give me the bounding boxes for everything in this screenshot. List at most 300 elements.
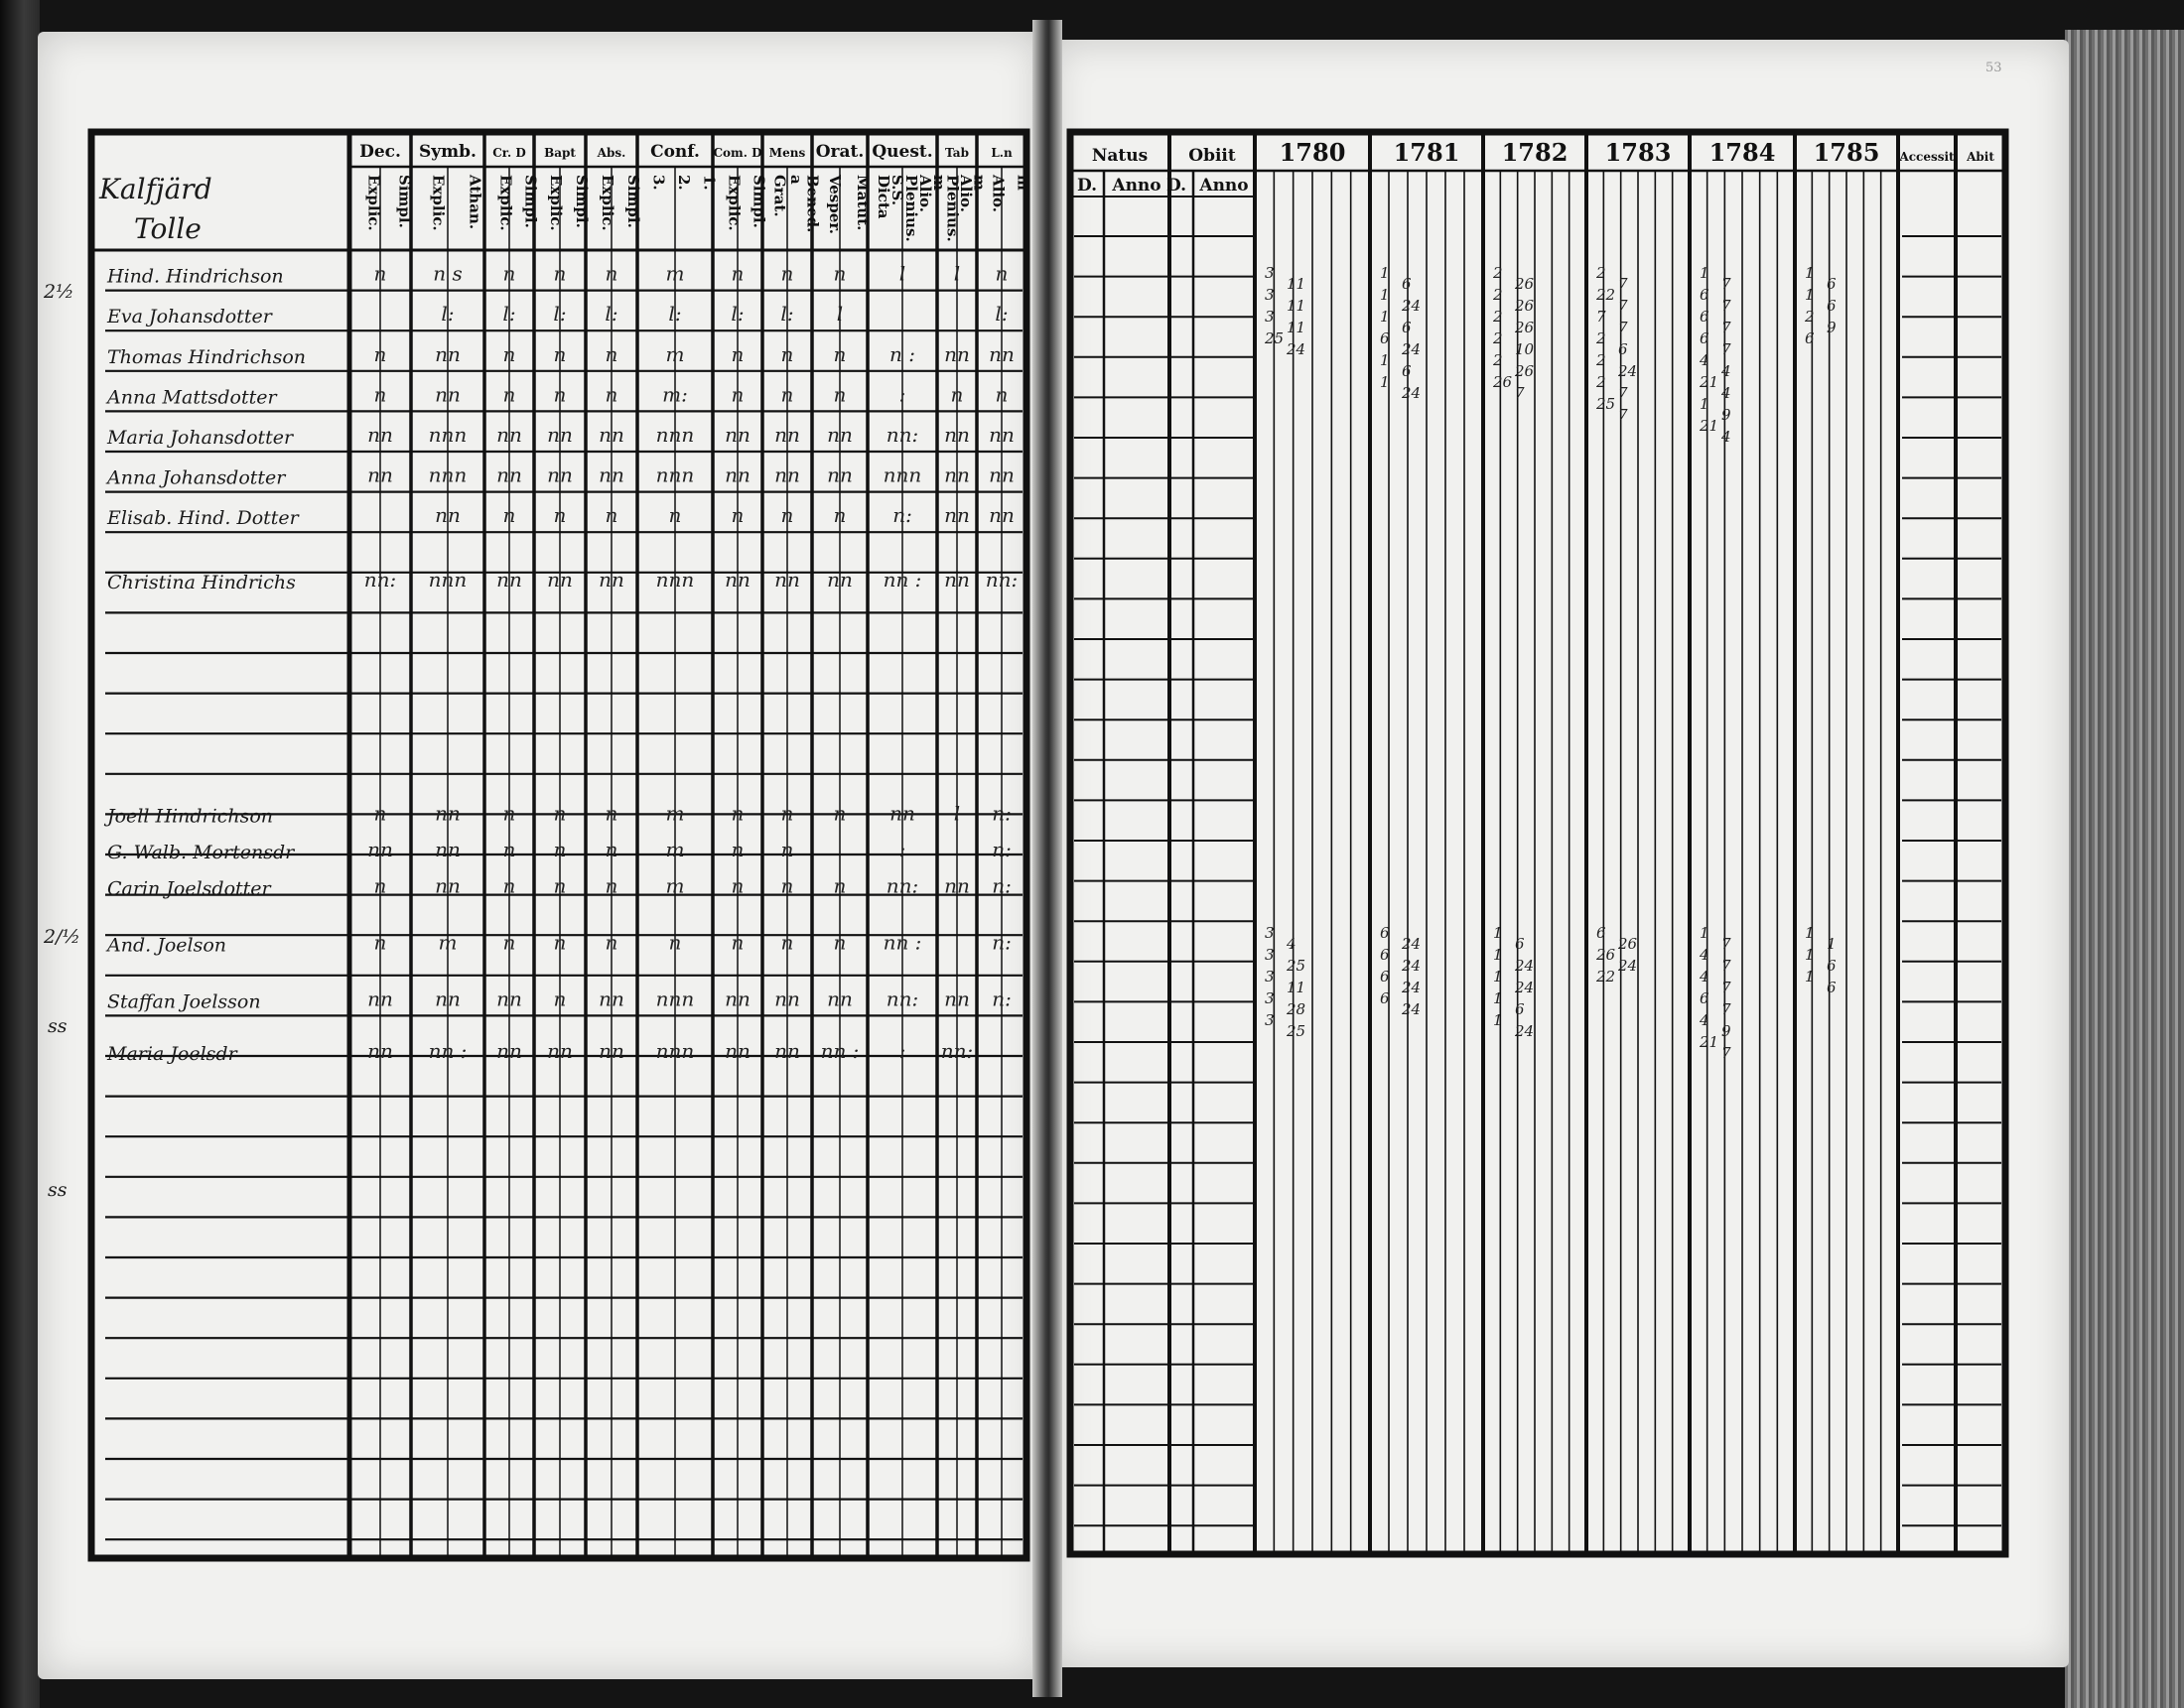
year-entry: 7 <box>1618 275 1628 293</box>
exam-mark: n <box>780 873 794 898</box>
right-column-header: Obiit <box>1188 146 1236 166</box>
left-column-subheader: Alio. <box>916 175 934 212</box>
person-name: G. Walb. Mortensdr <box>107 842 295 864</box>
exam-mark: n <box>833 801 847 826</box>
year-entry: 6 <box>1515 935 1525 953</box>
exam-mark: m <box>665 801 685 826</box>
year-entry: 26 <box>1515 362 1535 380</box>
person-name: Staffan Joelsson <box>107 990 261 1013</box>
year-entry: 2 <box>1805 308 1815 326</box>
exam-mark: n <box>502 382 516 407</box>
year-entry: 1 <box>1805 286 1815 304</box>
exam-mark: n <box>780 930 794 955</box>
exam-mark: nn <box>547 568 573 592</box>
exam-mark: nn <box>774 568 800 592</box>
right-column-subheader: D. <box>1165 176 1187 196</box>
year-entry: 7 <box>1596 308 1606 326</box>
year-entry: 22 <box>1596 968 1616 985</box>
exam-mark: n <box>833 261 847 286</box>
exam-mark: nn <box>725 986 751 1011</box>
left-column-header: Quest. <box>872 142 933 162</box>
exam-mark: nnn <box>428 568 468 592</box>
year-entry: 6 <box>1515 1000 1525 1018</box>
year-entry: 25 <box>1265 329 1285 347</box>
exam-mark: n: <box>992 873 1012 898</box>
year-entry: 6 <box>1380 968 1390 985</box>
right-table-border <box>1070 132 2005 1554</box>
exam-mark: n <box>502 838 516 862</box>
exam-mark: l <box>953 801 961 826</box>
right-column-header: 1783 <box>1604 138 1672 167</box>
exam-mark: n <box>731 261 745 286</box>
left-column-subheader: Simpl. <box>395 175 414 228</box>
year-entry: 1 <box>1493 946 1503 964</box>
exam-mark: n <box>553 801 567 826</box>
year-entry: 11 <box>1287 275 1306 293</box>
left-column-subheader: m <box>1014 175 1032 191</box>
year-entry: 11 <box>1287 979 1306 996</box>
exam-mark: nn <box>989 423 1015 447</box>
year-entry: 6 <box>1700 329 1709 347</box>
exam-mark: n <box>553 341 567 366</box>
left-column-subheader: Explic. <box>599 175 616 231</box>
year-entry: 4 <box>1700 1011 1709 1029</box>
exam-mark: nn <box>599 568 624 592</box>
year-entry: 26 <box>1618 935 1638 953</box>
year-entry: 4 <box>1700 351 1709 369</box>
year-entry: 26 <box>1515 297 1535 315</box>
exam-mark: nn <box>496 986 522 1011</box>
exam-mark: nn <box>435 341 461 366</box>
right-column-header: 1781 <box>1393 138 1460 167</box>
left-column-subheader: Alio. <box>989 175 1008 212</box>
exam-mark: n <box>731 873 745 898</box>
year-entry: 1 <box>1700 395 1709 413</box>
right-column-header: Natus <box>1091 146 1149 166</box>
year-entry: 24 <box>1402 979 1422 996</box>
year-entry: 6 <box>1700 308 1709 326</box>
left-column-subheader: Matut. <box>854 175 872 231</box>
exam-mark: n <box>731 503 745 528</box>
left-column-header: Tab <box>945 146 969 160</box>
exam-mark: l <box>898 261 906 286</box>
exam-mark: nn <box>944 341 970 366</box>
year-entry: 1 <box>1493 1011 1503 1029</box>
year-entry: 1 <box>1380 286 1390 304</box>
exam-mark: nn <box>989 341 1015 366</box>
exam-mark: nn <box>496 462 522 487</box>
year-entry: 6 <box>1402 319 1412 336</box>
left-column-subheader: a <box>787 175 805 185</box>
exam-mark: nn <box>367 1039 393 1064</box>
exam-mark: l: <box>668 302 682 327</box>
exam-mark: nn <box>827 568 853 592</box>
exam-mark: n <box>731 801 745 826</box>
person-name: Maria Joelsdr <box>107 1043 237 1066</box>
year-entry: 24 <box>1402 957 1422 975</box>
exam-mark: m <box>665 341 685 366</box>
right-column-header: Abit <box>1967 150 1994 164</box>
year-entry: 4 <box>1700 946 1709 964</box>
exam-mark: nn <box>944 986 970 1011</box>
left-column-header: Com. D <box>713 146 762 160</box>
margin-mark-1: 2½ <box>44 281 74 303</box>
exam-mark: nn <box>889 801 915 826</box>
exam-mark: n <box>605 341 618 366</box>
exam-mark: n <box>502 873 516 898</box>
household-title-line-1: Kalfjärd <box>99 173 212 205</box>
exam-mark: nn : <box>883 568 922 592</box>
left-column-header: Bapt <box>544 146 576 160</box>
year-entry: 4 <box>1721 362 1731 380</box>
exam-mark: n <box>731 930 745 955</box>
exam-mark: n <box>553 986 567 1011</box>
year-entry: 6 <box>1380 924 1390 942</box>
left-column-header: Mens <box>768 146 806 160</box>
year-entry: 24 <box>1402 340 1422 358</box>
exam-mark: nnn <box>655 462 695 487</box>
year-entry: 24 <box>1402 297 1422 315</box>
year-entry: 6 <box>1805 329 1815 347</box>
exam-mark: nn <box>725 462 751 487</box>
exam-mark: m: <box>662 382 688 407</box>
exam-mark: n : <box>889 341 915 366</box>
person-name: Carin Joelsdotter <box>107 877 271 900</box>
year-entry: 6 <box>1827 957 1837 975</box>
exam-mark: nn <box>944 423 970 447</box>
left-column-subheader: Explic. <box>496 175 515 231</box>
exam-mark: l: <box>995 302 1009 327</box>
exam-mark: n <box>995 382 1009 407</box>
left-column-header: Dec. <box>359 142 401 162</box>
year-entry: 24 <box>1515 957 1535 975</box>
year-entry: 6 <box>1827 297 1837 315</box>
exam-mark: nn <box>496 423 522 447</box>
person-name: Eva Johansdotter <box>107 306 272 328</box>
left-column-header: Cr. D <box>492 146 526 160</box>
exam-mark: nn : <box>820 1039 860 1064</box>
exam-mark: nn <box>944 503 970 528</box>
exam-mark: n <box>950 382 964 407</box>
year-entry: 7 <box>1721 1000 1731 1018</box>
left-column-subheader: Simpl. <box>521 175 540 228</box>
person-name: Thomas Hindrichson <box>107 345 306 368</box>
exam-mark: nn <box>725 423 751 447</box>
person-name: Joell Hindrichson <box>107 805 274 828</box>
year-entry: 2 <box>1596 264 1606 282</box>
left-column-subheader: 1. <box>700 175 719 191</box>
exam-mark: n <box>502 930 516 955</box>
exam-mark: nn <box>944 873 970 898</box>
year-entry: 6 <box>1827 275 1837 293</box>
left-column-subheader: Vesper. <box>826 175 844 235</box>
exam-mark: n <box>833 341 847 366</box>
left-column-subheader: Simpl. <box>750 175 768 228</box>
exam-mark: l <box>836 302 844 327</box>
left-column-subheader: Explic. <box>725 175 744 231</box>
year-entry: 24 <box>1402 384 1422 402</box>
year-entry: 6 <box>1827 979 1837 996</box>
margin-mark-3: ss <box>48 1015 68 1037</box>
year-entry: 24 <box>1402 935 1422 953</box>
exam-mark: nnn <box>428 423 468 447</box>
year-entry: 2 <box>1493 329 1503 347</box>
right-column-headers <box>1077 138 1994 196</box>
exam-mark: n <box>373 382 387 407</box>
left-column-subheader: Explic. <box>364 175 383 231</box>
year-entry: 25 <box>1596 395 1616 413</box>
exam-mark: n <box>605 382 618 407</box>
right-column-header: 1785 <box>1813 138 1880 167</box>
year-entry: 11 <box>1287 297 1306 315</box>
year-entry: 3 <box>1265 989 1275 1007</box>
exam-mark: nn <box>435 503 461 528</box>
exam-mark: nn <box>774 986 800 1011</box>
exam-mark: n <box>605 503 618 528</box>
year-entry: 4 <box>1700 968 1709 985</box>
year-entry: 4 <box>1287 935 1297 953</box>
exam-mark: : <box>898 838 906 862</box>
year-entry: 1 <box>1805 924 1815 942</box>
year-entry: 7 <box>1721 275 1731 293</box>
exam-mark: nn: <box>886 423 919 447</box>
exam-mark: n <box>833 873 847 898</box>
year-entry: 6 <box>1380 946 1390 964</box>
year-entry: 3 <box>1265 264 1275 282</box>
exam-mark: n <box>780 503 794 528</box>
left-column-header: Conf. <box>650 142 700 162</box>
exam-mark: n <box>833 503 847 528</box>
exam-mark: nn <box>367 423 393 447</box>
year-entry: 1 <box>1380 373 1390 391</box>
left-column-subheader: Simpl. <box>624 175 642 228</box>
year-entry: 1 <box>1493 989 1503 1007</box>
year-entry: 7 <box>1721 979 1731 996</box>
exam-mark: nn <box>774 1039 800 1064</box>
year-entry: 1 <box>1700 924 1709 942</box>
year-entry: 21 <box>1700 417 1719 435</box>
year-entry: 3 <box>1265 286 1275 304</box>
page-number: 53 <box>1985 61 2002 75</box>
left-column-subheader: Explic. <box>547 175 565 231</box>
right-column-header: Accessit <box>1899 150 1955 164</box>
year-entry: 21 <box>1700 1033 1719 1051</box>
year-entry: 26 <box>1493 373 1513 391</box>
year-entry: 4 <box>1721 384 1731 402</box>
year-entry: 7 <box>1618 297 1628 315</box>
exam-mark: nn <box>435 838 461 862</box>
exam-mark: m <box>665 261 685 286</box>
exam-mark: nn <box>989 462 1015 487</box>
exam-mark: nnn <box>655 568 695 592</box>
person-name: Elisab. Hind. Dotter <box>107 507 299 530</box>
exam-mark: nnn <box>883 462 922 487</box>
exam-mark: n s <box>433 261 463 286</box>
exam-mark: n: <box>992 838 1012 862</box>
exam-mark: nnn <box>428 462 468 487</box>
year-entry: 7 <box>1618 319 1628 336</box>
left-column-subheader: Dicta <box>875 175 892 219</box>
year-entry: 9 <box>1721 1022 1731 1040</box>
exam-mark: nn <box>599 986 624 1011</box>
year-entry: 1 <box>1700 264 1709 282</box>
year-entry: 1 <box>1827 935 1837 953</box>
left-column-subheader: m <box>930 175 948 191</box>
exam-mark: nn <box>944 462 970 487</box>
year-entry: 6 <box>1596 924 1606 942</box>
year-entry: 6 <box>1700 989 1709 1007</box>
exam-mark: nn <box>547 1039 573 1064</box>
exam-mark: nn <box>827 423 853 447</box>
year-entry: 6 <box>1402 362 1412 380</box>
right-column-subheader: D. <box>1076 176 1098 196</box>
exam-mark: n <box>605 801 618 826</box>
margin-mark-4: ss <box>48 1179 68 1201</box>
right-column-header: 1784 <box>1708 138 1776 167</box>
year-entry: 7 <box>1721 1044 1731 1062</box>
year-entry: 28 <box>1287 1000 1306 1018</box>
exam-mark: n: <box>992 986 1012 1011</box>
left-column-subheader: Plenius. <box>902 175 920 242</box>
right-column-subheader: Anno <box>1199 176 1249 196</box>
year-entry: 2 <box>1493 286 1503 304</box>
year-entry: 1 <box>1380 264 1390 282</box>
year-entry: 1 <box>1493 968 1503 985</box>
year-entry: 7 <box>1721 297 1731 315</box>
exam-mark: l: <box>502 302 516 327</box>
year-entry: 6 <box>1380 989 1390 1007</box>
right-column-subheader: Anno <box>1112 176 1161 196</box>
exam-mark: l: <box>441 302 455 327</box>
left-column-subheader: Athan. <box>466 175 484 230</box>
person-name: Anna Mattsdotter <box>107 386 277 409</box>
exam-mark: n <box>605 873 618 898</box>
year-entry: 7 <box>1618 384 1628 402</box>
right-year-entries <box>1264 264 1837 1062</box>
year-entry: 25 <box>1287 1022 1306 1040</box>
exam-mark: nn <box>827 986 853 1011</box>
year-entry: 3 <box>1265 1011 1275 1029</box>
exam-mark: n <box>553 503 567 528</box>
exam-mark: nn <box>827 462 853 487</box>
exam-mark: n: <box>892 503 912 528</box>
exam-mark: n <box>553 873 567 898</box>
exam-mark: l: <box>731 302 745 327</box>
year-entry: 24 <box>1402 1000 1422 1018</box>
exam-mark: n <box>373 930 387 955</box>
exam-mark: nn <box>367 462 393 487</box>
exam-mark: n <box>780 341 794 366</box>
exam-mark: n <box>780 838 794 862</box>
exam-mark: n <box>373 261 387 286</box>
exam-mark: n <box>553 930 567 955</box>
year-entry: 2 <box>1596 351 1606 369</box>
exam-mark: n <box>373 873 387 898</box>
exam-mark: nn <box>599 423 624 447</box>
left-column-subheader: Explic. <box>429 175 448 231</box>
year-entry: 22 <box>1596 286 1616 304</box>
year-entry: 9 <box>1721 406 1731 424</box>
exam-mark: nn: <box>940 1039 974 1064</box>
left-column-subheader: Plenius. <box>943 175 962 242</box>
year-entry: 21 <box>1700 373 1719 391</box>
year-entry: 2 <box>1493 264 1503 282</box>
left-column-subheader: Grat. <box>770 175 789 217</box>
year-entry: 7 <box>1618 406 1628 424</box>
exam-mark: l: <box>553 302 567 327</box>
year-entry: 3 <box>1265 308 1275 326</box>
person-name: And. Joelson <box>107 934 227 957</box>
left-column-subheader: Bened. <box>803 175 822 233</box>
exam-mark: n <box>995 261 1009 286</box>
year-entry: 1 <box>1380 308 1390 326</box>
exam-mark: n <box>780 801 794 826</box>
exam-mark: m <box>665 873 685 898</box>
year-entry: 26 <box>1515 319 1535 336</box>
exam-mark: nn <box>774 462 800 487</box>
exam-mark: n <box>731 838 745 862</box>
year-entry: 3 <box>1265 968 1275 985</box>
left-column-subheader: 3. <box>649 175 668 191</box>
left-column-subheader: m <box>970 175 989 191</box>
year-entry: 11 <box>1287 319 1306 336</box>
exam-mark: nn <box>725 1039 751 1064</box>
exam-mark: nn <box>989 503 1015 528</box>
year-entry: 7 <box>1721 319 1731 336</box>
left-column-header: Abs. <box>597 146 626 160</box>
exam-mark: n <box>553 261 567 286</box>
exam-mark: nn <box>367 838 393 862</box>
exam-mark: n <box>780 382 794 407</box>
exam-mark: n <box>502 503 516 528</box>
year-entry: 9 <box>1827 319 1837 336</box>
exam-mark: nn <box>435 801 461 826</box>
year-entry: 7 <box>1721 935 1731 953</box>
exam-mark: nn <box>725 568 751 592</box>
exam-mark: n <box>605 838 618 862</box>
exam-mark: l: <box>605 302 618 327</box>
exam-mark: nn <box>547 423 573 447</box>
exam-mark: nn <box>599 1039 624 1064</box>
exam-mark: nn <box>367 986 393 1011</box>
exam-mark: nn: <box>886 873 919 898</box>
year-entry: 26 <box>1596 946 1616 964</box>
year-entry: 1 <box>1380 351 1390 369</box>
exam-mark: n <box>502 261 516 286</box>
exam-mark: nn <box>435 986 461 1011</box>
year-entry: 24 <box>1515 979 1535 996</box>
exam-mark: nn : <box>428 1039 468 1064</box>
exam-mark: nn <box>496 1039 522 1064</box>
exam-mark: nn <box>435 382 461 407</box>
right-column-header: 1782 <box>1501 138 1569 167</box>
year-entry: 6 <box>1380 329 1390 347</box>
exam-mark: l <box>953 261 961 286</box>
year-entry: 7 <box>1721 957 1731 975</box>
margin-mark-2: 2/½ <box>44 926 80 948</box>
exam-mark: nn : <box>883 930 922 955</box>
year-entry: 4 <box>1721 428 1731 446</box>
right-column-header: 1780 <box>1279 138 1346 167</box>
exam-mark: n <box>502 341 516 366</box>
exam-mark: n <box>731 341 745 366</box>
exam-mark: nnn <box>655 423 695 447</box>
exam-mark: nn: <box>363 568 397 592</box>
exam-mark: n <box>553 838 567 862</box>
exam-mark: n <box>668 503 682 528</box>
exam-mark: n <box>605 261 618 286</box>
year-entry: 2 <box>1596 329 1606 347</box>
